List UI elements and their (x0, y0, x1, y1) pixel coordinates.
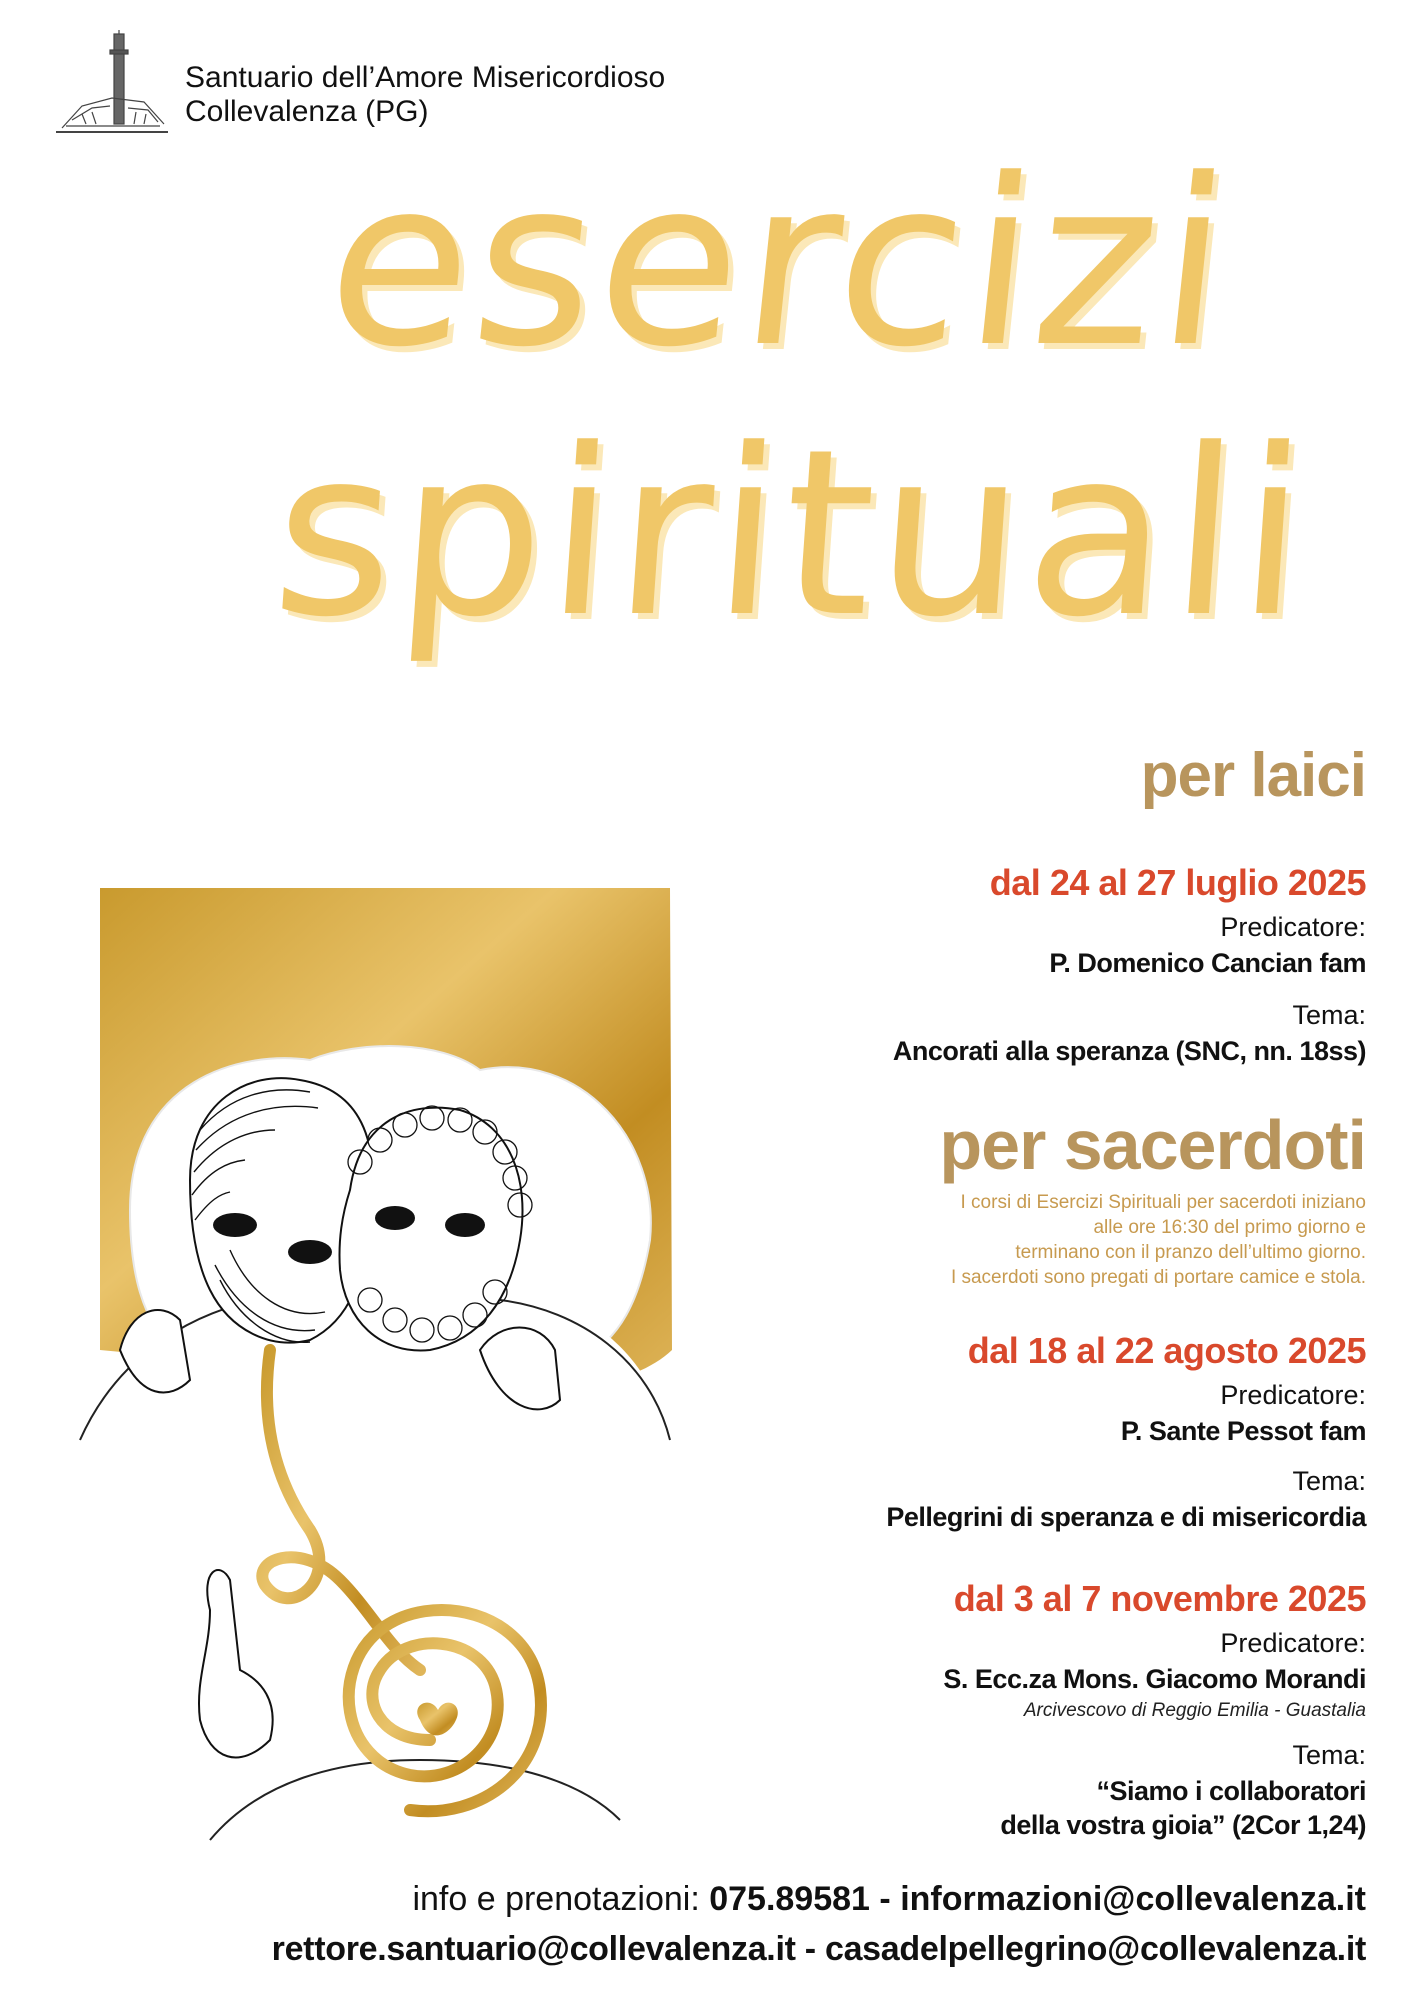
footer-info (412, 1880, 1366, 1919)
icon-illustration (60, 880, 700, 1860)
title-line-2: spirituali (265, 401, 1318, 668)
separator-1: - (879, 1880, 891, 1918)
event-3-preacher-label: Predicatore: (1220, 1628, 1366, 1658)
event-3-theme-line-1: “Siamo i collaboratori (1096, 1776, 1366, 1806)
event-1-preacher: P. Domenico Cancian fam (1049, 948, 1366, 978)
event-3-theme-line-2: della vostra gioia” (2Cor 1,24) (1000, 1810, 1366, 1840)
event-2-preacher: P. Sante Pessot fam (1120, 1416, 1366, 1446)
section-sacerdoti: per sacerdoti (939, 1106, 1366, 1184)
note-line-4: I sacerdoti sono pregati di portare camice e stola. (950, 1267, 1366, 1288)
event-3-preacher: S. Ecc.za Mons. Giacomo Morandi (943, 1664, 1366, 1694)
section-laici: per laici (1140, 741, 1366, 810)
sacerdoti-note (746, 1190, 1366, 1290)
event-3-date: dal 3 al 7 novembre 2025 (953, 1578, 1366, 1619)
org-place: Collevalenza (PG) (185, 95, 429, 128)
note-line-1: I corsi di Esercizi Spirituali per sacerdoti iniziano (960, 1192, 1366, 1213)
event-3-preacher-role: Arcivescovo di Reggio Emilia - Guastalia (1023, 1700, 1366, 1721)
sanctuary-logo (52, 28, 172, 140)
email-casa-link[interactable]: casadelpellegrino@collevalenza.it (824, 1930, 1366, 1968)
event-1-theme: Ancorati alla speranza (SNC, nn. 18ss) (892, 1036, 1366, 1066)
event-1-theme-label: Tema: (1292, 1000, 1366, 1030)
footer-emails (272, 1930, 1366, 1969)
info-label: info e prenotazioni: (412, 1880, 700, 1918)
event-2-preacher-label: Predicatore: (1220, 1380, 1366, 1410)
event-2-theme: Pellegrini di speranza e di misericordia (886, 1502, 1366, 1532)
title-line-1: esercizi (316, 131, 1244, 398)
email-info-link[interactable]: informazioni@collevalenza.it (900, 1880, 1366, 1918)
email-rector-link[interactable]: rettore.santuario@collevalenza.it (271, 1930, 796, 1968)
note-line-3: terminano con il pranzo dell’ultimo giorno. (1015, 1242, 1366, 1263)
event-1-preacher-label: Predicatore: (1220, 912, 1366, 942)
org-name: Santuario dell’Amore Misericordioso (185, 61, 666, 94)
event-2-date: dal 18 al 22 agosto 2025 (967, 1330, 1366, 1371)
event-2-theme-label: Tema: (1292, 1466, 1366, 1496)
separator-2: - (804, 1930, 816, 1968)
event-1-date: dal 24 al 27 luglio 2025 (989, 862, 1366, 903)
note-line-2: alle ore 16:30 del primo giorno e (1093, 1217, 1366, 1238)
event-3-theme-label: Tema: (1292, 1740, 1366, 1770)
phone-link[interactable]: 075.89581 (709, 1880, 870, 1918)
